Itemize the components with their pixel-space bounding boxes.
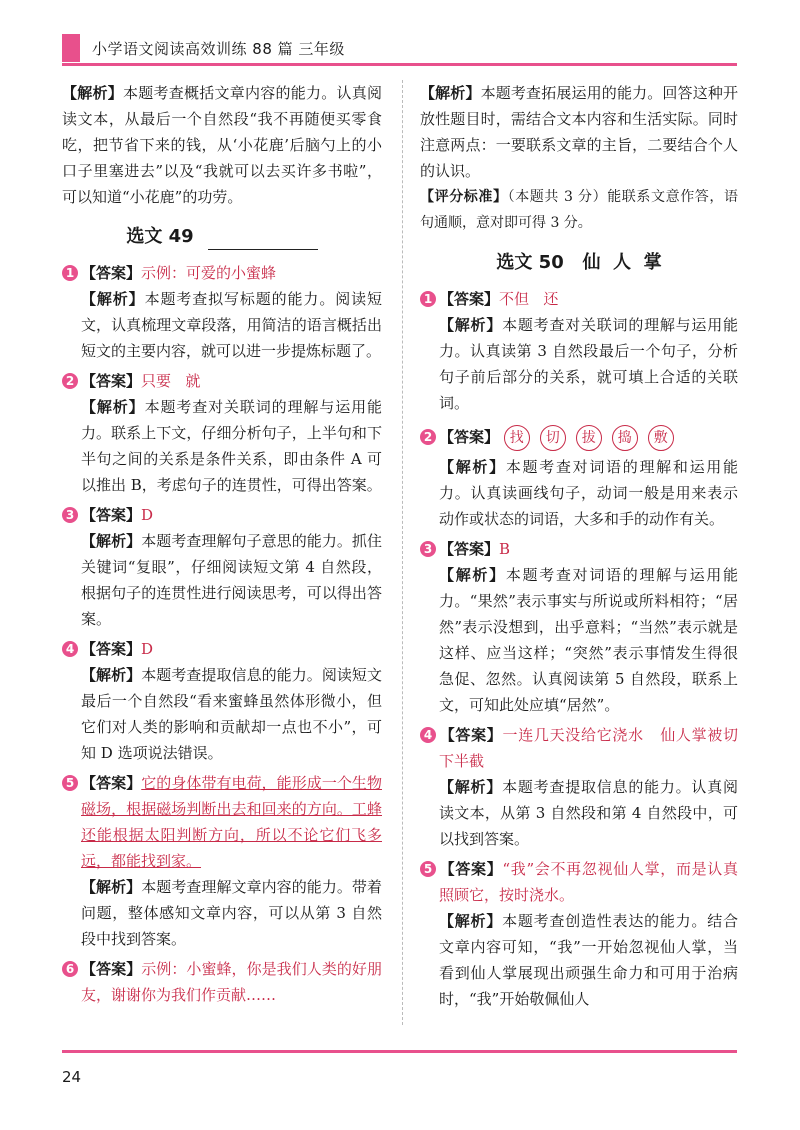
question-number-badge: 4 — [420, 727, 436, 743]
right-column — [420, 80, 738, 1012]
question-5 — [420, 856, 738, 1012]
answer-tag: 【答案】 — [439, 428, 500, 446]
question-number-badge: 6 — [62, 961, 78, 977]
question-1 — [420, 286, 738, 416]
analysis-tag: 【解析】 — [81, 290, 145, 308]
analysis-tag: 【解析】 — [420, 84, 481, 102]
analysis-text: 本题考查对词语的理解与运用能力。“果然”表示事实与所说或所料相符；“居然”表示没想到，出乎意料；“当然”表示就是这样、应当这样；“突然”表示事情发生得很急促、忽然。认真阅读第 5 自然段，联系上文，可知此处应填“居然”。 — [439, 566, 738, 714]
analysis-tag: 【解析】 — [439, 912, 503, 930]
analysis-text: 本题考查概括文章内容的能力。认真阅读文本，从最后一个自然段“我不再随便买零食吃，把节省下来的钱，从‘小花鹿’后脑勺上的小口子里塞进去”以及“我就可以去买许多书啦”，可以知道“小花鹿”的功劳。 — [62, 84, 382, 206]
answer-tag: 【答案】 — [439, 726, 503, 744]
answer-tag: 【答案】 — [81, 960, 142, 978]
question-number-badge: 2 — [62, 373, 78, 389]
analysis-text: 本题考查拟写标题的能力。阅读短文，认真梳理文章段落，用简洁的语言概括出短文的主要内容，就可以进一步提炼标题了。 — [81, 290, 382, 360]
question-2 — [420, 420, 738, 532]
answer-text: 只要 就 — [141, 372, 201, 390]
analysis-tag: 【解析】 — [81, 878, 142, 896]
analysis-text: 本题考查对关联词的理解与运用能力。认真读第 3 自然段最后一个句子，分析句子前后部分的关系，就可填上合适的关联词。 — [439, 316, 738, 412]
analysis-tag: 【解析】 — [439, 778, 503, 796]
answer-text: 示例：小蜜蜂，你是我们人类的好朋友，谢谢你为我们作贡献…… — [81, 960, 382, 1004]
answer-tag: 【答案】 — [439, 540, 500, 558]
answer-char-circle: 敷 — [648, 425, 674, 451]
answer-char-circle: 切 — [540, 425, 566, 451]
scoring-text: （本题共 3 分）能联系文意作答，语句通顺，意对即可得 3 分。 — [420, 189, 739, 231]
analysis-tag: 【解析】 — [439, 458, 506, 476]
analysis-tag: 【解析】 — [81, 532, 142, 550]
question-2 — [62, 368, 382, 498]
analysis-tag: 【解析】 — [439, 566, 506, 584]
answer-text: 示例：可爱的小蜜蜂 — [141, 264, 277, 282]
answer-tag: 【答案】 — [439, 290, 500, 308]
answer-char-circle: 拔 — [576, 425, 602, 451]
section-title-text: 选文 50 仙 人 掌 — [496, 252, 662, 273]
section-title-text: 选文 49 — [126, 226, 194, 247]
scoring-tag: 【评分标准】 — [420, 189, 508, 205]
analysis-tag: 【解析】 — [62, 84, 123, 102]
question-6 — [62, 956, 382, 1008]
header-rule — [62, 63, 737, 66]
analysis-text: 本题考查提取信息的能力。认真阅读文本，从第 3 自然段和第 4 自然段中，可以找到答案。 — [439, 778, 738, 848]
answer-text: “我”会不再忽视仙人掌，而是认真照顾它，按时浇水。 — [439, 860, 738, 904]
analysis-text: 本题考查创造性表达的能力。结合文章内容可知，“我”一开始忽视仙人掌，当看到仙人掌展现出顽强生命力和可用于治病时，“我”开始敬佩仙人 — [439, 912, 738, 1008]
analysis-text: 本题考查理解文章内容的能力。带着问题，整体感知文章内容，可以从第 3 自然段中找到答案。 — [81, 878, 382, 948]
page-number: 24 — [62, 1068, 82, 1086]
title-blank-line — [208, 231, 318, 250]
analysis-text: 本题考查提取信息的能力。阅读短文最后一个自然段“看来蜜蜂虽然体形微小，但它们对人类的影响和贡献却一点也不小”，可知 D 选项说法错误。 — [81, 666, 382, 762]
answer-tag: 【答案】 — [81, 640, 142, 658]
intro-analysis — [62, 80, 382, 210]
answer-text: 不但 还 — [499, 290, 559, 308]
answer-text: D — [141, 640, 154, 658]
question-number-badge: 2 — [420, 429, 436, 445]
question-number-badge: 3 — [420, 541, 436, 557]
analysis-tag: 【解析】 — [81, 666, 142, 684]
question-number-badge: 1 — [62, 265, 78, 281]
analysis-tag: 【解析】 — [439, 316, 503, 334]
answer-tag: 【答案】 — [81, 774, 142, 792]
question-number-badge: 5 — [420, 861, 436, 877]
answer-tag: 【答案】 — [81, 372, 142, 390]
question-number-badge: 5 — [62, 775, 78, 791]
question-5 — [62, 770, 382, 952]
question-4 — [420, 722, 738, 852]
answer-tag: 【答案】 — [439, 860, 503, 878]
scoring-criteria — [420, 184, 738, 236]
question-number-badge: 1 — [420, 291, 436, 307]
question-3 — [62, 502, 382, 632]
answer-text: 它的身体带有电荷，能形成一个生物磁场，根据磁场判断出去和回来的方向。工蜂还能根据太阳判断方向，所以不论它们飞多远，都能找到家。 — [81, 774, 382, 870]
answer-tag: 【答案】 — [81, 506, 142, 524]
section-title-49 — [62, 224, 382, 250]
analysis-text: 本题考查对关联词的理解与运用能力。联系上下文，仔细分析句子，上半句和下半句之间的关系是条件关系，即由条件 A 可以推出 B，考虑句子的连贯性，可得出答案。 — [81, 398, 382, 494]
analysis-text: 本题考查理解句子意思的能力。抓住关键词“复眼”，仔细阅读短文第 4 自然段，根据句子的连贯性进行阅读思考，可以得出答案。 — [81, 532, 382, 628]
header-color-block — [62, 34, 80, 62]
book-title: 小学语文阅读高效训练 88 篇 三年级 — [92, 40, 345, 58]
question-4 — [62, 636, 382, 766]
answer-tag: 【答案】 — [81, 264, 142, 282]
question-number-badge: 4 — [62, 641, 78, 657]
answer-text: B — [499, 540, 511, 558]
question-1 — [62, 260, 382, 364]
analysis-tag: 【解析】 — [81, 398, 145, 416]
left-column — [62, 80, 382, 1008]
section-title-50 — [420, 250, 738, 276]
analysis-text: 本题考查拓展运用的能力。回答这种开放性题目时，需结合文本内容和生活实际。同时注意两点：一要联系文章的主旨，二要结合个人的认识。 — [420, 84, 738, 180]
answer-text: 一连几天没给它浇水 仙人掌被切下半截 — [439, 726, 738, 770]
question-number-badge: 3 — [62, 507, 78, 523]
footer-rule — [62, 1050, 737, 1053]
page-header — [62, 34, 737, 66]
question-3 — [420, 536, 738, 718]
column-divider — [402, 80, 403, 1025]
answer-char-circle: 捣 — [612, 425, 638, 451]
analysis-text: 本题考查对词语的理解和运用能力。认真读画线句子，动词一般是用来表示动作或状态的词语，大多和手的动作有关。 — [439, 458, 738, 528]
answer-text: D — [141, 506, 154, 524]
intro-analysis — [420, 80, 738, 184]
answer-char-circle: 找 — [504, 425, 530, 451]
